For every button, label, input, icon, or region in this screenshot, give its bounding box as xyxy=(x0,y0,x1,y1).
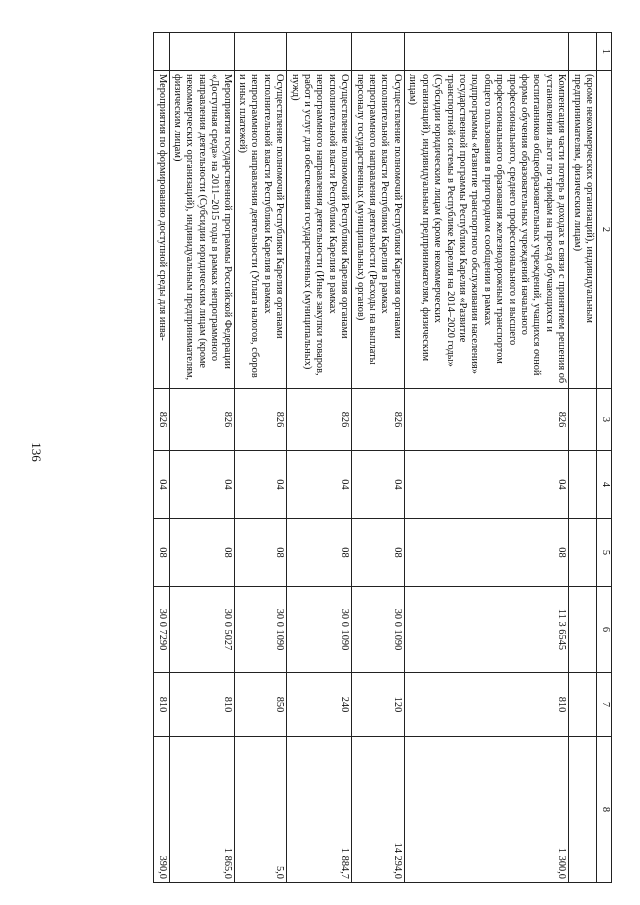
subsection-code: 08 xyxy=(234,519,287,587)
amount: 14 294,0 xyxy=(352,737,405,883)
column-number: 7 xyxy=(597,673,612,737)
target-article: 30 0 1090 xyxy=(287,587,352,673)
expense-type: 810 xyxy=(169,673,234,737)
amount: 5,0 xyxy=(234,737,287,883)
target-article: 11 3 6545 xyxy=(404,587,568,673)
expense-name: Осуществление полномочий Республики Карелия органами исполнительной власти Республики Карелия в рамках непрограммного направления деятельности (Расходы на выплаты персоналу государственных (муниципальных) органов) xyxy=(352,71,405,389)
table-row xyxy=(352,33,405,883)
section-code: 04 xyxy=(287,451,352,519)
table-header-row xyxy=(597,33,612,883)
ministry-code: 826 xyxy=(352,389,405,451)
row-empty-cell xyxy=(169,33,234,71)
ministry-code xyxy=(569,389,597,451)
column-number: 3 xyxy=(597,389,612,451)
ministry-code: 826 xyxy=(154,389,169,451)
subsection-code: 08 xyxy=(169,519,234,587)
section-code: 04 xyxy=(154,451,169,519)
row-empty-cell xyxy=(352,33,405,71)
table-row xyxy=(287,33,352,883)
subsection-code: 08 xyxy=(352,519,405,587)
expense-name: Осуществление полномочий Республики Карелия органами исполнительной власти Республики Карелия в рамках непрограммного направления деятельности (Иные закупки товаров, работ и услуг для обеспечения государственных (муниципальных) нужд) xyxy=(287,71,352,389)
row-empty-cell xyxy=(287,33,352,71)
row-empty-cell xyxy=(404,33,568,71)
ministry-code: 826 xyxy=(287,389,352,451)
expense-type xyxy=(569,673,597,737)
amount xyxy=(569,737,597,883)
budget-table xyxy=(153,32,612,883)
amount: 1 865,0 xyxy=(169,737,234,883)
subsection-code: 08 xyxy=(287,519,352,587)
column-number: 8 xyxy=(597,737,612,883)
section-code: 04 xyxy=(404,451,568,519)
amount: 1 884,7 xyxy=(287,737,352,883)
target-article: 30 0 5027 xyxy=(169,587,234,673)
rotated-page xyxy=(102,32,612,882)
expense-type: 120 xyxy=(352,673,405,737)
expense-name: Мероприятия государственной программы Российской Федерации «Доступная среда» на 2011–2015 годы в рамках непрограммного направления деятельности (Субсидии юридическим лицам (кроме некоммерческих организаций), индивидуальным предпринимателям, физическим лицам) xyxy=(169,71,234,389)
target-article xyxy=(569,587,597,673)
expense-type: 240 xyxy=(287,673,352,737)
column-number: 5 xyxy=(597,519,612,587)
column-number: 2 xyxy=(597,71,612,389)
column-number: 4 xyxy=(597,451,612,519)
column-number: 6 xyxy=(597,587,612,673)
page-number: 136 xyxy=(29,442,44,462)
expense-name: (кроме некоммерческих организаций), индивидуальным предпринимателям, физическим лицам) xyxy=(569,71,597,389)
section-code: 04 xyxy=(234,451,287,519)
subsection-code: 08 xyxy=(404,519,568,587)
subsection-code: 08 xyxy=(154,519,169,587)
expense-name: Компенсация части потерь в доходах в связи с принятием решения об установлении льгот по тарифам на проезд обучающихся и воспитанников общеобразовательных учреждений, учащихся очной формы обучения образовательных учреждений начального профессионального, среднего профессионального и высшего профессионального образования железнодорожным транспортом общего пользования в пригородном сообщении в рамках подпрограммы «Развитие транспортного обслуживания населения» государственной программы Республики Карелия «Развитие транспортной системы в Республике Карелия на 2014–2020 годы» (Субсидии юридическим лицам (кроме некоммерческих организаций), индивидуальным предпринимателям, физическим лицам) xyxy=(404,71,568,389)
section-code: 04 xyxy=(352,451,405,519)
target-article: 30 0 1090 xyxy=(352,587,405,673)
section-code: 04 xyxy=(169,451,234,519)
table-row xyxy=(169,33,234,883)
expense-type: 810 xyxy=(404,673,568,737)
section-code xyxy=(569,451,597,519)
expense-type: 850 xyxy=(234,673,287,737)
target-article: 30 0 1090 xyxy=(234,587,287,673)
table-row xyxy=(154,33,169,883)
ministry-code: 826 xyxy=(169,389,234,451)
table-row xyxy=(234,33,287,883)
row-empty-cell xyxy=(154,33,169,71)
expense-name: Осуществление полномочий Республики Карелия органами исполнительной власти Республики Карелия в рамках непрограммного направления деятельности (Уплата налогов, сборов и иных платежей) xyxy=(234,71,287,389)
ministry-code: 826 xyxy=(234,389,287,451)
column-number: 1 xyxy=(597,33,612,71)
amount: 390,0 xyxy=(154,737,169,883)
row-empty-cell xyxy=(569,33,597,71)
subsection-code xyxy=(569,519,597,587)
table-row xyxy=(404,33,568,883)
expense-name: Мероприятия по формированию доступной среды для инва- xyxy=(154,71,169,389)
amount: 1 300,0 xyxy=(404,737,568,883)
expense-type: 810 xyxy=(154,673,169,737)
target-article: 30 0 7290 xyxy=(154,587,169,673)
table-row xyxy=(569,33,597,883)
ministry-code: 826 xyxy=(404,389,568,451)
row-empty-cell xyxy=(234,33,287,71)
